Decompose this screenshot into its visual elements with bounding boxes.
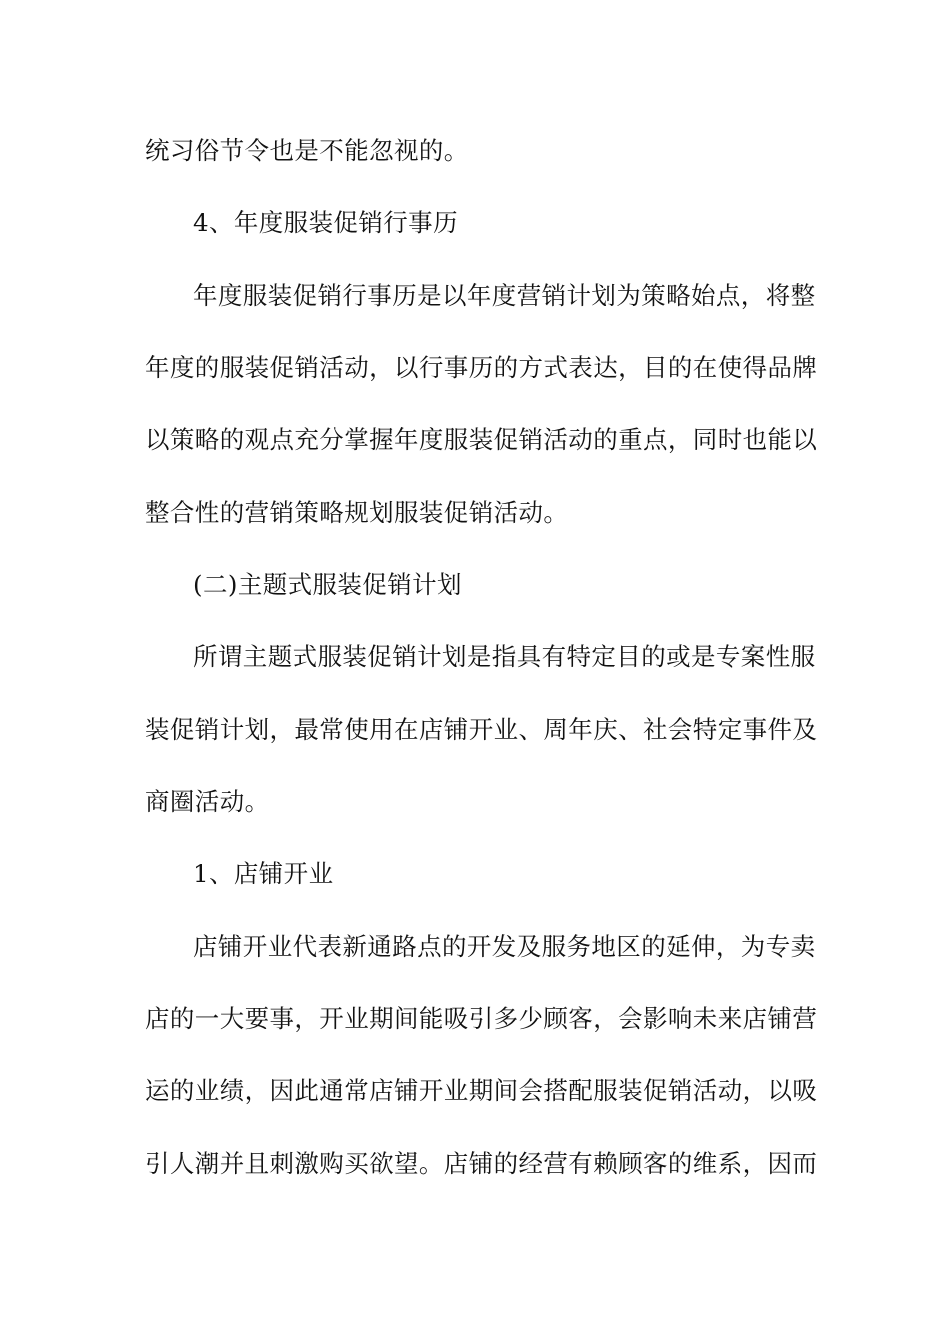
paragraph-line: 运的业绩，因此通常店铺开业期间会搭配服装促销活动，以吸 — [145, 1076, 818, 1105]
paragraph-line: 店的一大要事，开业期间能吸引多少顾客，会影响未来店铺营 — [145, 1004, 818, 1033]
paragraph-line: 年度服装促销行事历是以年度营销计划为策略始点，将整 — [193, 281, 816, 310]
paragraph-line: 年度的服装促销活动，以行事历的方式表达，目的在使得品牌 — [145, 353, 818, 382]
paragraph-line: 引人潮并且刺激购买欲望。店铺的经营有赖顾客的维系，因而 — [145, 1149, 818, 1178]
paragraph-line: 商圈活动。 — [145, 787, 270, 816]
section-heading-store-opening: 1、店铺开业 — [193, 859, 334, 888]
paragraph-line: 所谓主题式服装促销计划是指具有特定目的或是专案性服 — [193, 642, 816, 671]
paragraph-continuation-line: 统习俗节令也是不能忽视的。 — [145, 136, 469, 165]
paragraph-line: 装促销计划，最常使用在店铺开业、周年庆、社会特定事件及 — [145, 715, 818, 744]
paragraph-line: 以策略的观点充分掌握年度服装促销活动的重点，同时也能以 — [145, 425, 818, 454]
paragraph-line: 店铺开业代表新通路点的开发及服务地区的延伸，为专卖 — [193, 932, 816, 961]
paragraph-line: 整合性的营销策略规划服装促销活动。 — [145, 498, 569, 527]
section-heading-themed-promotion: (二)主题式服装促销计划 — [193, 570, 462, 599]
section-heading-annual-calendar: 4、年度服装促销行事历 — [193, 208, 458, 237]
